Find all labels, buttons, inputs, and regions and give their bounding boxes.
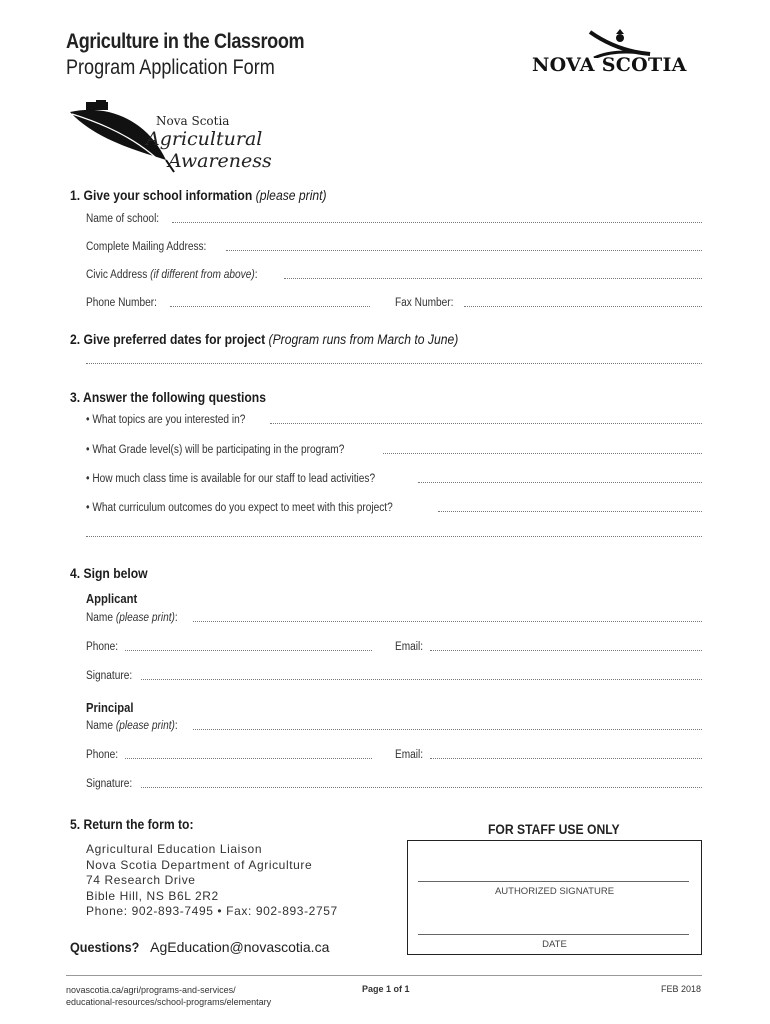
mailing-address-field[interactable] [226,249,702,251]
logo-text-nova-scotia: Nova Scotia [156,114,230,128]
curriculum-field-2[interactable] [86,535,702,537]
applicant-name-field[interactable] [193,620,702,622]
applicant-heading: Applicant [86,592,138,606]
phone-row: Phone Number: [86,297,370,309]
staff-use-heading: FOR STAFF USE ONLY [488,822,620,837]
footer-url[interactable]: novascotia.ca/agri/programs-and-services/ educational-resources/school-programs/elementary [66,985,272,1007]
preferred-dates-field[interactable] [86,362,702,364]
principal-signature-row: Signature: [86,778,702,790]
principal-name-field[interactable] [193,728,702,730]
questions-line: Questions? AgEducation@novascotia.ca [70,939,330,955]
date-line [418,934,689,935]
logo-text-agricultural: Agricultural [146,128,263,150]
return-address: Agricultural Education Liaison Nova Scotia Department of Agriculture 74 Research Drive Bible Hill, NS B6L 2R2 Phone: 902-893-7495 • Fax: 902-893-2757 [86,842,338,918]
authorized-signature-line [418,881,689,882]
section2-heading: 2. Give preferred dates for project (Program runs from March to June) [70,332,459,347]
footer-date: FEB 2018 [661,984,702,994]
form-title: Agriculture in the Classroom [66,30,305,53]
principal-email-row: Email: [395,749,702,761]
authorized-signature-label: AUTHORIZED SIGNATURE [494,886,615,897]
logo-text-awareness: Awareness [168,150,272,172]
applicant-phone-row: Phone: [86,641,372,653]
civic-address-field[interactable] [284,277,702,279]
page-number: Page 1 of 1 [362,984,410,994]
footer-divider [66,975,702,976]
curriculum-field[interactable] [438,510,702,512]
grade-level-field[interactable] [383,452,702,454]
curriculum-row: • What curriculum outcomes do you expect to meet with this project? [86,502,702,514]
applicant-email-row: Email: [395,641,702,653]
mailing-address-row: Complete Mailing Address: [86,241,702,253]
applicant-email-field[interactable] [430,649,702,651]
school-fax-field[interactable] [464,305,702,307]
contact-email-link[interactable]: AgEducation@novascotia.ca [150,939,330,955]
class-time-row: • How much class time is available for our staff to lead activities? [86,473,702,485]
principal-phone-row: Phone: [86,749,372,761]
school-name-row: Name of school: [86,213,702,225]
school-name-field[interactable] [172,221,702,223]
school-phone-field[interactable] [170,305,370,307]
principal-email-field[interactable] [430,757,702,759]
nova-scotia-logo [532,28,704,80]
section3-heading: 3. Answer the following questions [70,390,267,405]
fax-row: Fax Number: [395,297,702,309]
nova-scotia-wordmark: NOVA SCOTIA [532,54,687,76]
principal-name-row: Name (please print): [86,720,702,732]
staff-use-box [407,840,702,955]
agricultural-awareness-logo [66,100,281,178]
preferred-dates-row [86,362,702,366]
section5-heading: 5. Return the form to: [70,817,194,832]
topics-row: • What topics are you interested in? [86,414,702,426]
applicant-signature-field[interactable] [141,678,702,680]
principal-signature-field[interactable] [141,786,702,788]
applicant-signature-row: Signature: [86,670,702,682]
applicant-phone-field[interactable] [125,649,372,651]
civic-address-row: Civic Address (if different from above): [86,269,702,281]
curriculum-row-2 [86,535,702,539]
principal-heading: Principal [86,701,134,715]
form-subtitle: Program Application Form [66,56,275,79]
topics-field[interactable] [270,422,702,424]
applicant-name-row: Name (please print): [86,612,702,624]
principal-phone-field[interactable] [125,757,372,759]
grade-level-row: • What Grade level(s) will be participating in the program? [86,444,702,456]
class-time-field[interactable] [418,481,702,483]
section1-heading: 1. Give your school information (please print) [70,188,327,203]
section4-heading: 4. Sign below [70,566,148,581]
date-label: DATE [542,939,567,950]
